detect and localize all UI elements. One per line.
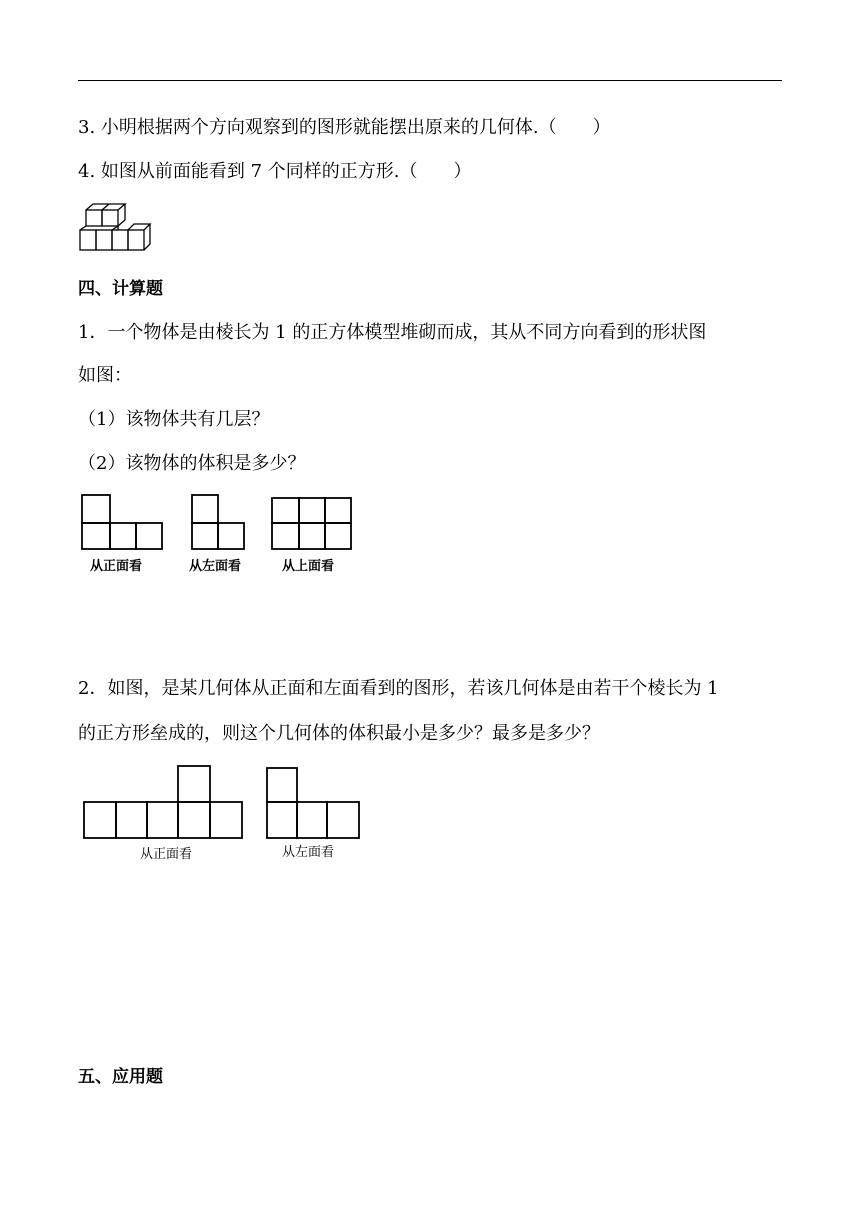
section-calc-title: 四、计算题 <box>78 279 163 299</box>
question-3: 3. 小明根据两个方向观察到的图形就能摆出原来的几何体.（ ） <box>78 117 611 138</box>
calc-q1-line2: 如图： <box>78 365 132 386</box>
q2-caption-front: 从正面看 <box>140 847 193 862</box>
cube-stack-figure <box>78 200 168 256</box>
q1-caption-front: 从正面看 <box>90 559 143 574</box>
calc-q1-sub1: （1）该物体共有几层？ <box>78 409 270 430</box>
calc-q1-line1: 1．一个物体是由棱长为 1 的正方体模型堆砌而成，其从不同方向看到的形状图 <box>78 322 707 343</box>
q1-caption-top: 从上面看 <box>282 559 335 574</box>
header-rule <box>78 80 782 81</box>
section-app-title: 五、应用题 <box>78 1067 163 1087</box>
calc-q2-line2: 的正方形垒成的，则这个几何体的体积最小是多少？最多是多少？ <box>78 723 600 744</box>
calc-q2-line1: 2．如图，是某几何体从正面和左面看到的图形，若该几何体是由若干个棱长为 1 <box>78 678 719 699</box>
calc-q1-sub2: （2）该物体的体积是多少？ <box>78 453 306 474</box>
q1-views-figure <box>78 490 368 580</box>
q2-caption-left: 从左面看 <box>282 845 335 860</box>
q2-views-figure <box>80 762 370 868</box>
question-4: 4. 如图从前面能看到 7 个同样的正方形.（ ） <box>78 161 472 182</box>
q1-caption-left: 从左面看 <box>189 559 242 574</box>
